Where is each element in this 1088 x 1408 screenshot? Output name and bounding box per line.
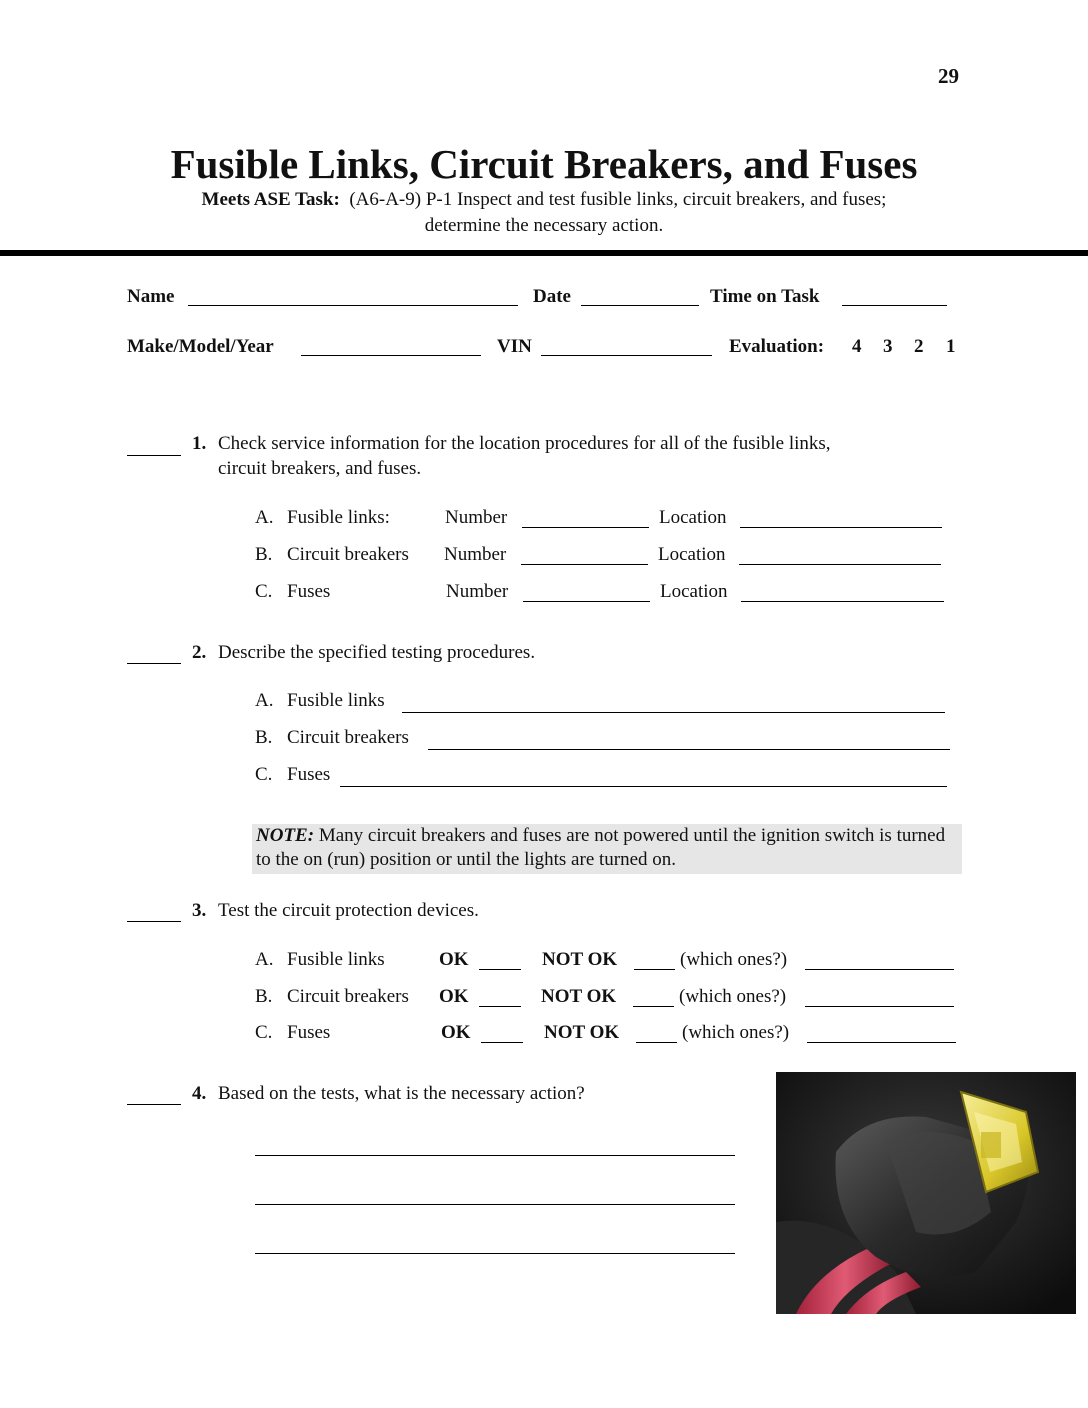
step-1-item-a-number-label: Number [445,507,508,528]
step-3-item-a-not-ok-label: NOT OK [542,949,618,970]
page-title: Fusible Links, Circuit Breakers, and Fuses [170,141,918,187]
step-1-item-b-location-label: Location [658,544,726,565]
step-3-checkbox-line[interactable] [127,921,181,922]
step-2-text: Describe the specified testing procedures. [218,642,536,663]
step-1-item-a-location-label: Location [659,507,727,528]
step-3-item-b-which-label: (which ones?) [679,986,787,1007]
step-2-item-c-letter: C. [255,764,273,785]
step-4-checkbox-line[interactable] [127,1104,181,1105]
step-2-item-b-field[interactable] [428,749,950,750]
step-3-item-c-not-ok-field[interactable] [636,1042,677,1043]
name-label: Name [127,286,175,307]
note-label: NOTE: [256,825,315,846]
step-3-item-a-label: Fusible links [287,949,385,970]
time-on-task-field[interactable] [842,305,947,306]
step-3-item-a-ok-field[interactable] [479,969,521,970]
step-3-item-b-ok-field[interactable] [479,1006,521,1007]
note-text: Many circuit breakers and fuses are not powered until the ignition switch is turned to the on (run) position or until the lights are turned on. [256,825,946,870]
ase-task [0,187,1088,239]
step-3-item-c-not-ok-label: NOT OK [544,1022,620,1043]
step-3-text: Test the circuit protection devices. [218,900,479,921]
step-1-item-b-number-label: Number [444,544,507,565]
evaluation-label: Evaluation: [729,336,825,357]
step-2-number: 2. [192,642,207,663]
header-rule [0,250,1088,256]
step-2-item-c-label: Fuses [287,764,331,785]
name-field[interactable] [188,305,518,306]
step-3-item-a-ok-label: OK [439,949,469,970]
step-4-text: Based on the tests, what is the necessary action? [218,1083,585,1104]
step-3-item-a-which-label: (which ones?) [680,949,788,970]
step-1-item-c-number-field[interactable] [523,601,650,602]
step-3-item-c-letter: C. [255,1022,273,1043]
step-3-item-b-label: Circuit breakers [287,986,409,1007]
step-4-number: 4. [192,1083,207,1104]
step-2-item-a-field[interactable] [402,712,945,713]
step-3-item-b-letter: B. [255,986,273,1007]
step-1-item-c-letter: C. [255,581,273,602]
step-4-answer-line-1[interactable] [255,1155,735,1156]
step-3-item-b-ok-label: OK [439,986,469,1007]
note-box [252,824,962,874]
step-1-number: 1. [192,433,207,454]
step-3-item-a-which-field[interactable] [805,969,954,970]
step-1-item-b-letter: B. [255,544,273,565]
fuse-photo-icon [776,1072,1076,1314]
evaluation-score-3[interactable]: 3 [883,336,893,357]
step-1-item-c-location-label: Location [660,581,728,602]
step-2-item-a-label: Fusible links [287,690,385,711]
vin-field[interactable] [541,355,712,356]
step-3-item-c-which-field[interactable] [807,1042,956,1043]
step-3-item-a-letter: A. [255,949,274,970]
step-2-item-c-field[interactable] [340,786,947,787]
step-3-item-b-which-field[interactable] [805,1006,954,1007]
step-1-checkbox-line[interactable] [127,455,181,456]
step-4-answer-line-2[interactable] [255,1204,735,1205]
step-3-item-b-not-ok-field[interactable] [633,1006,674,1007]
step-1-item-b-location-field[interactable] [739,564,941,565]
step-3-item-b-not-ok-label: NOT OK [541,986,617,1007]
evaluation-score-4[interactable]: 4 [852,336,862,357]
make-model-year-field[interactable] [301,355,481,356]
step-3-item-c-ok-label: OK [441,1022,471,1043]
vin-label: VIN [497,336,532,357]
step-2-item-b-letter: B. [255,727,273,748]
step-1-item-a-location-field[interactable] [740,527,942,528]
step-2-checkbox-line[interactable] [127,663,181,664]
step-3-item-a-not-ok-field[interactable] [634,969,675,970]
date-label: Date [533,286,571,307]
step-4-answer-line-3[interactable] [255,1253,735,1254]
ase-task-text-2: determine the necessary action. [424,215,664,236]
step-3-number: 3. [192,900,207,921]
step-1-item-a-number-field[interactable] [522,527,649,528]
evaluation-score-2[interactable]: 2 [914,336,924,357]
ase-task-text-1: (A6-A-9) P-1 Inspect and test fusible links, circuit breakers, and fuses; [349,189,887,210]
time-on-task-label: Time on Task [710,286,820,307]
date-field[interactable] [581,305,699,306]
step-1-text-2: circuit breakers, and fuses. [218,458,422,479]
step-1-item-c-location-field[interactable] [741,601,944,602]
evaluation-score-1[interactable]: 1 [946,336,956,357]
step-1-item-a-label: Fusible links: [287,507,390,528]
step-1-item-c-label: Fuses [287,581,331,602]
step-1-item-b-label: Circuit breakers [287,544,409,565]
step-2-item-b-label: Circuit breakers [287,727,409,748]
make-model-year-label: Make/Model/Year [127,336,274,357]
step-2-item-a-letter: A. [255,690,274,711]
step-3-item-c-which-label: (which ones?) [682,1022,790,1043]
step-1-item-c-number-label: Number [446,581,509,602]
step-1-text: Check service information for the location procedures for all of the fusible links, [218,433,831,454]
step-1-item-a-letter: A. [255,507,274,528]
ase-task-label: Meets ASE Task: [201,189,340,210]
step-3-item-c-label: Fuses [287,1022,331,1043]
page-number: 29 [938,64,959,88]
step-3-item-c-ok-field[interactable] [481,1042,523,1043]
step-1-item-b-number-field[interactable] [521,564,648,565]
